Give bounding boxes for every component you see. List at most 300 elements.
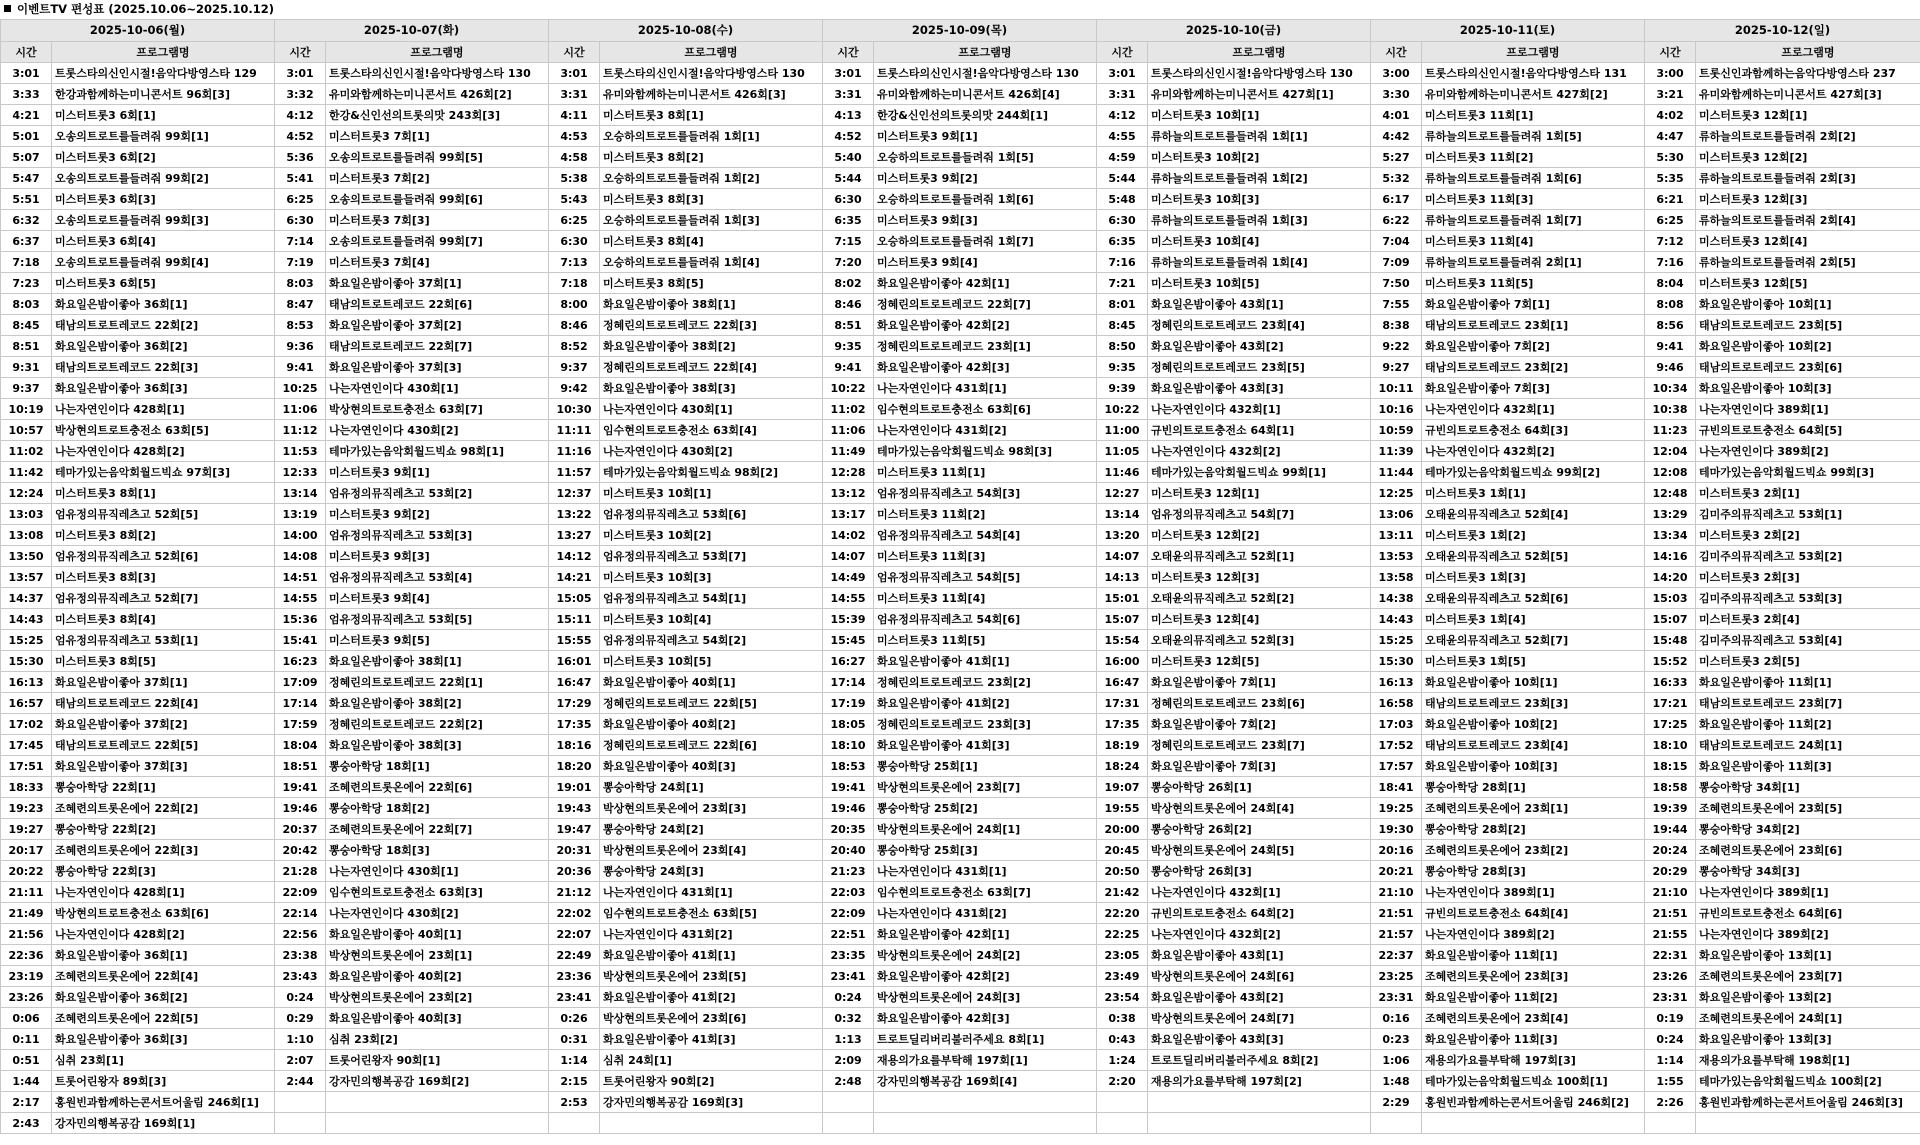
- program-cell: 화요일은밤이좋아 7회[2]: [1148, 714, 1371, 735]
- program-cell: 태남의트로트레코드 22회[7]: [326, 336, 549, 357]
- time-cell: 20:45: [1097, 840, 1148, 861]
- time-cell: 5:44: [1097, 168, 1148, 189]
- program-cell: 화요일은밤이좋아 10회[3]: [1696, 378, 1920, 399]
- time-cell: 10:11: [1371, 378, 1422, 399]
- time-cell: 12:27: [1097, 483, 1148, 504]
- program-cell: 미스터트롯3 12회[4]: [1148, 609, 1371, 630]
- time-cell: 9:22: [1371, 336, 1422, 357]
- time-cell: 8:03: [275, 273, 326, 294]
- program-cell: 엄유정의뮤직레츠고 54회[3]: [874, 483, 1097, 504]
- time-cell: 18:24: [1097, 756, 1148, 777]
- program-cell: 정혜린의트로트레코드 22회[4]: [600, 357, 823, 378]
- program-cell: 박상현의트롯온에어 24회[5]: [1148, 840, 1371, 861]
- program-cell: 화요일은밤이좋아 36회[1]: [52, 945, 275, 966]
- time-cell: 3:31: [1097, 84, 1148, 105]
- time-cell: 13:29: [1645, 504, 1696, 525]
- program-cell: 미스터트롯3 11회[1]: [874, 462, 1097, 483]
- table-row: [1, 252, 1920, 273]
- time-cell: 23:31: [1645, 987, 1696, 1008]
- program-cell: 미스터트롯3 9회[5]: [326, 630, 549, 651]
- program-cell: 박상현의트롯온에어 24회[2]: [874, 945, 1097, 966]
- program-cell: 미스터트롯3 8회[5]: [600, 273, 823, 294]
- time-cell: 2:07: [275, 1050, 326, 1071]
- program-cell: 오태윤의뮤직레츠고 52회[6]: [1422, 588, 1645, 609]
- time-cell: 15:07: [1645, 609, 1696, 630]
- program-cell: 미스터트롯3 2회[5]: [1696, 651, 1920, 672]
- time-cell: 19:55: [1097, 798, 1148, 819]
- time-cell: 9:39: [1097, 378, 1148, 399]
- program-cell: 오송의트로트를들려줘 99회[2]: [52, 168, 275, 189]
- table-row: [1, 861, 1920, 882]
- time-cell: 15:30: [1, 651, 52, 672]
- program-cell: 박상현의트로트충전소 63회[7]: [326, 399, 549, 420]
- program-cell: 미스터트롯3 12회[1]: [1148, 483, 1371, 504]
- program-column-header: 프로그램명: [600, 42, 823, 63]
- time-cell: 3:21: [1645, 84, 1696, 105]
- time-cell: 15:36: [275, 609, 326, 630]
- time-cell: 12:48: [1645, 483, 1696, 504]
- program-cell: 화요일은밤이좋아 40회[3]: [600, 756, 823, 777]
- time-cell: 14:55: [823, 588, 874, 609]
- time-cell: 5:48: [1097, 189, 1148, 210]
- table-row: [1, 630, 1920, 651]
- time-cell: 12:25: [1371, 483, 1422, 504]
- time-cell: 10:57: [1, 420, 52, 441]
- time-cell: 7:50: [1371, 273, 1422, 294]
- program-cell: 화요일은밤이좋아 42회[2]: [874, 315, 1097, 336]
- program-cell: 화요일은밤이좋아 41회[2]: [600, 987, 823, 1008]
- program-cell: 화요일은밤이좋아 43회[2]: [1148, 336, 1371, 357]
- program-cell: 화요일은밤이좋아 10회[1]: [1696, 294, 1920, 315]
- program-cell: 미스터트롯3 12회[1]: [1696, 105, 1920, 126]
- time-cell: 10:22: [1097, 399, 1148, 420]
- program-cell: 오승하의트로트를들려줘 1회[4]: [600, 252, 823, 273]
- time-cell: 6:25: [549, 210, 600, 231]
- program-cell: 박상현의트롯온에어 24회[4]: [1148, 798, 1371, 819]
- program-cell: 뽕숭아학당 24회[1]: [600, 777, 823, 798]
- schedule-table: [0, 19, 1920, 1134]
- program-cell: 화요일은밤이좋아 36회[1]: [52, 294, 275, 315]
- time-cell: 13:14: [275, 483, 326, 504]
- table-row: [1, 1050, 1920, 1071]
- time-cell: 2:15: [549, 1071, 600, 1092]
- program-cell: 류하늘의트로트를들려줘 1회[2]: [1148, 168, 1371, 189]
- program-cell: 트롯스타의신인시절!음악다방영스타 130: [1148, 63, 1371, 84]
- time-cell: 17:35: [1097, 714, 1148, 735]
- time-cell: 17:52: [1371, 735, 1422, 756]
- time-cell: 21:51: [1371, 903, 1422, 924]
- program-cell: 뽕숭아학당 22회[3]: [52, 861, 275, 882]
- time-cell: 18:05: [823, 714, 874, 735]
- time-cell: 8:38: [1371, 315, 1422, 336]
- program-cell: 화요일은밤이좋아 11회[1]: [1422, 945, 1645, 966]
- date-header: 2025-10-12(일): [1645, 20, 1920, 42]
- program-cell: 태남의트로트레코드 23회[6]: [1696, 357, 1920, 378]
- time-cell: 7:16: [1645, 252, 1696, 273]
- time-cell: 17:31: [1097, 693, 1148, 714]
- program-column-header: 프로그램명: [326, 42, 549, 63]
- program-cell: 미스터트롯3 9회[1]: [874, 126, 1097, 147]
- program-cell: 박상현의트롯온에어 23회[5]: [600, 966, 823, 987]
- time-cell: 9:42: [549, 378, 600, 399]
- program-cell: 규빈의트로트충전소 64회[5]: [1696, 420, 1920, 441]
- program-cell: 태남의트로트레코드 23회[1]: [1422, 315, 1645, 336]
- time-cell: 3:01: [549, 63, 600, 84]
- time-cell: 4:02: [1645, 105, 1696, 126]
- time-cell: 11:00: [1097, 420, 1148, 441]
- table-row: [1, 882, 1920, 903]
- time-cell: 14:37: [1, 588, 52, 609]
- program-cell: 박상현의트롯온에어 23회[7]: [874, 777, 1097, 798]
- time-cell: 2:53: [549, 1092, 600, 1113]
- program-cell: 미스터트롯3 11회[3]: [874, 546, 1097, 567]
- program-cell: 엄유정의뮤직레츠고 53회[2]: [326, 483, 549, 504]
- table-row: [1, 1029, 1920, 1050]
- program-cell: [326, 1092, 549, 1113]
- time-cell: 4:58: [549, 147, 600, 168]
- time-cell: 10:25: [275, 378, 326, 399]
- time-cell: 17:21: [1645, 693, 1696, 714]
- time-cell: 3:01: [1097, 63, 1148, 84]
- time-cell: 22:25: [1097, 924, 1148, 945]
- time-cell: 10:30: [549, 399, 600, 420]
- program-cell: 미스터트롯3 6회[3]: [52, 189, 275, 210]
- program-cell: 류하늘의트로트를들려줘 2회[2]: [1696, 126, 1920, 147]
- time-cell: 13:08: [1, 525, 52, 546]
- time-cell: 20:42: [275, 840, 326, 861]
- program-cell: 정혜린의트로트레코드 23회[1]: [874, 336, 1097, 357]
- time-cell: 9:41: [823, 357, 874, 378]
- program-cell: 오송의트로트를들려줘 99회[5]: [326, 147, 549, 168]
- time-cell: 1:48: [1371, 1071, 1422, 1092]
- program-cell: 엄유정의뮤직레츠고 54회[7]: [1148, 504, 1371, 525]
- program-cell: 태남의트로트레코드 22회[5]: [52, 735, 275, 756]
- table-row: [1, 756, 1920, 777]
- time-cell: 22:56: [275, 924, 326, 945]
- program-cell: 류하늘의트로트를들려줘 2회[3]: [1696, 168, 1920, 189]
- time-cell: 8:50: [1097, 336, 1148, 357]
- table-row: [1, 273, 1920, 294]
- time-cell: 11:39: [1371, 441, 1422, 462]
- program-cell: 박상현의트롯온에어 23회[4]: [600, 840, 823, 861]
- time-cell: 3:00: [1645, 63, 1696, 84]
- time-cell: 23:43: [275, 966, 326, 987]
- program-cell: 미스터트롯3 11회[1]: [1422, 105, 1645, 126]
- table-row: [1, 609, 1920, 630]
- table-row: [1, 1113, 1920, 1134]
- time-cell: 19:39: [1645, 798, 1696, 819]
- program-cell: [874, 1092, 1097, 1113]
- program-cell: 화요일은밤이좋아 37회[3]: [52, 756, 275, 777]
- table-row: [1, 672, 1920, 693]
- time-cell: 6:17: [1371, 189, 1422, 210]
- program-cell: 미스터트롯3 1회[3]: [1422, 567, 1645, 588]
- time-cell: 7:13: [549, 252, 600, 273]
- time-cell: 20:50: [1097, 861, 1148, 882]
- time-cell: 11:16: [549, 441, 600, 462]
- time-cell: 16:47: [1097, 672, 1148, 693]
- time-cell: 8:02: [823, 273, 874, 294]
- time-cell: 23:26: [1, 987, 52, 1008]
- date-header: 2025-10-07(화): [275, 20, 549, 42]
- time-cell: 5:27: [1371, 147, 1422, 168]
- program-cell: 정혜린의트로트레코드 23회[6]: [1148, 693, 1371, 714]
- program-cell: 조혜련의트롯온에어 22회[2]: [52, 798, 275, 819]
- program-cell: 미스터트롯3 9회[3]: [326, 546, 549, 567]
- time-cell: 18:10: [823, 735, 874, 756]
- time-cell: 21:55: [1645, 924, 1696, 945]
- time-cell: 6:22: [1371, 210, 1422, 231]
- program-cell: 화요일은밤이좋아 11회[2]: [1422, 987, 1645, 1008]
- program-cell: 뽕숭아학당 22회[1]: [52, 777, 275, 798]
- program-cell: 오승하의트로트를들려줘 1회[3]: [600, 210, 823, 231]
- program-cell: 태남의트로트레코드 23회[3]: [1422, 693, 1645, 714]
- time-cell: 22:37: [1371, 945, 1422, 966]
- time-cell: 16:57: [1, 693, 52, 714]
- time-cell: 18:10: [1645, 735, 1696, 756]
- program-cell: 나는자연인이다 430회[1]: [326, 861, 549, 882]
- program-cell: 테마가있는음악회월드빅쇼 98회[2]: [600, 462, 823, 483]
- program-cell: 오태윤의뮤직레츠고 52회[3]: [1148, 630, 1371, 651]
- program-cell: 나는자연인이다 430회[1]: [600, 399, 823, 420]
- program-cell: 나는자연인이다 430회[1]: [326, 378, 549, 399]
- time-column-header: 시간: [275, 42, 326, 63]
- program-cell: 미스터트롯3 10회[2]: [600, 525, 823, 546]
- program-cell: 미스터트롯3 10회[5]: [1148, 273, 1371, 294]
- program-cell: 태남의트로트레코드 23회[4]: [1422, 735, 1645, 756]
- program-cell: 조혜련의트롯온에어 22회[4]: [52, 966, 275, 987]
- table-row: [1, 483, 1920, 504]
- program-cell: 미스터트롯3 11회[4]: [1422, 231, 1645, 252]
- time-cell: 9:37: [1, 378, 52, 399]
- program-cell: 오승하의트로트를들려줘 1회[2]: [600, 168, 823, 189]
- program-cell: 미스터트롯3 12회[2]: [1696, 147, 1920, 168]
- program-cell: 뽕숭아학당 28회[1]: [1422, 777, 1645, 798]
- program-cell: 강자민의행복공감 169회[3]: [600, 1092, 823, 1113]
- program-column-header: 프로그램명: [874, 42, 1097, 63]
- program-cell: 트로트딜리버리불러주세요 8회[2]: [1148, 1050, 1371, 1071]
- time-cell: 18:58: [1645, 777, 1696, 798]
- time-cell: 0:43: [1097, 1029, 1148, 1050]
- time-cell: 17:57: [1371, 756, 1422, 777]
- program-cell: 미스터트롯3 6회[2]: [52, 147, 275, 168]
- time-cell: 15:52: [1645, 651, 1696, 672]
- program-cell: 오태윤의뮤직레츠고 52회[7]: [1422, 630, 1645, 651]
- time-cell: 22:51: [823, 924, 874, 945]
- program-cell: 류하늘의트로트를들려줘 1회[4]: [1148, 252, 1371, 273]
- program-cell: 미스터트롯3 8회[2]: [52, 525, 275, 546]
- program-cell: 류하늘의트로트를들려줘 1회[1]: [1148, 126, 1371, 147]
- program-cell: 미스터트롯3 12회[3]: [1148, 567, 1371, 588]
- time-cell: 2:29: [1371, 1092, 1422, 1113]
- time-cell: 15:54: [1097, 630, 1148, 651]
- program-cell: 정혜린의트로트레코드 23회[4]: [1148, 315, 1371, 336]
- program-cell: 유미와함께하는미니콘서트 426회[2]: [326, 84, 549, 105]
- program-cell: 미스터트롯3 9회[2]: [326, 504, 549, 525]
- time-cell: 8:53: [275, 315, 326, 336]
- program-cell: 류하늘의트로트를들려줘 2회[1]: [1422, 252, 1645, 273]
- program-cell: 박상현의트롯온에어 23회[6]: [600, 1008, 823, 1029]
- program-cell: 화요일은밤이좋아 42회[1]: [874, 273, 1097, 294]
- time-cell: 11:44: [1371, 462, 1422, 483]
- program-cell: [600, 1113, 823, 1134]
- program-cell: 임수현의트로트충전소 63회[3]: [326, 882, 549, 903]
- table-row: [1, 1092, 1920, 1113]
- time-cell: 23:49: [1097, 966, 1148, 987]
- time-cell: 13:20: [1097, 525, 1148, 546]
- program-cell: 엄유정의뮤직레츠고 54회[6]: [874, 609, 1097, 630]
- time-cell: 19:25: [1371, 798, 1422, 819]
- table-row: [1, 63, 1920, 84]
- program-cell: 오태윤의뮤직레츠고 52회[1]: [1148, 546, 1371, 567]
- program-cell: 미스터트롯3 7회[2]: [326, 168, 549, 189]
- program-cell: 미스터트롯3 8회[1]: [52, 483, 275, 504]
- time-cell: 14:51: [275, 567, 326, 588]
- program-cell: 화요일은밤이좋아 40회[1]: [600, 672, 823, 693]
- time-cell: 14:02: [823, 525, 874, 546]
- program-cell: 미스터트롯3 12회[2]: [1148, 525, 1371, 546]
- table-row: [1, 210, 1920, 231]
- time-cell: 4:52: [275, 126, 326, 147]
- program-cell: 재용의가요를부탁해 197회[1]: [874, 1050, 1097, 1071]
- program-cell: 임수현의트로트충전소 63회[5]: [600, 903, 823, 924]
- table-row: [1, 378, 1920, 399]
- program-cell: 나는자연인이다 431회[2]: [874, 420, 1097, 441]
- program-column-header: 프로그램명: [52, 42, 275, 63]
- table-row: [1, 357, 1920, 378]
- time-cell: 8:45: [1, 315, 52, 336]
- time-cell: 3:00: [1371, 63, 1422, 84]
- time-cell: 22:03: [823, 882, 874, 903]
- time-cell: 20:21: [1371, 861, 1422, 882]
- time-cell: 7:15: [823, 231, 874, 252]
- table-row: [1, 714, 1920, 735]
- program-cell: 미스터트롯3 8회[3]: [52, 567, 275, 588]
- program-cell: 화요일은밤이좋아 36회[3]: [52, 378, 275, 399]
- time-cell: 0:16: [1371, 1008, 1422, 1029]
- time-cell: 19:30: [1371, 819, 1422, 840]
- page-title: 이벤트TV 편성표 (2025.10.06~2025.10.12): [17, 2, 275, 16]
- table-row: [1, 903, 1920, 924]
- time-cell: 3:01: [823, 63, 874, 84]
- program-cell: 미스터트롯3 8회[4]: [600, 231, 823, 252]
- table-row: [1, 84, 1920, 105]
- table-row: [1, 924, 1920, 945]
- program-cell: 미스터트롯3 11회[5]: [874, 630, 1097, 651]
- time-cell: 23:38: [275, 945, 326, 966]
- date-header: 2025-10-10(금): [1097, 20, 1371, 42]
- program-cell: 태남의트로트레코드 23회[2]: [1422, 357, 1645, 378]
- program-cell: 미스터트롯3 11회[2]: [1422, 147, 1645, 168]
- time-cell: 8:47: [275, 294, 326, 315]
- time-cell: 19:27: [1, 819, 52, 840]
- program-cell: 나는자연인이다 428회[2]: [52, 924, 275, 945]
- program-cell: 나는자연인이다 389회[1]: [1696, 399, 1920, 420]
- time-cell: 14:07: [823, 546, 874, 567]
- table-row: [1, 777, 1920, 798]
- program-cell: 나는자연인이다 430회[2]: [600, 441, 823, 462]
- program-cell: 나는자연인이다 432회[2]: [1148, 441, 1371, 462]
- program-cell: 정혜린의트로트레코드 23회[3]: [874, 714, 1097, 735]
- program-cell: 트롯어린왕자 89회[3]: [52, 1071, 275, 1092]
- time-cell: 22:36: [1, 945, 52, 966]
- time-cell: 0:29: [275, 1008, 326, 1029]
- program-cell: 미스터트롯3 12회[5]: [1696, 273, 1920, 294]
- time-cell: 5:38: [549, 168, 600, 189]
- program-cell: 박상현의트롯온에어 24회[3]: [874, 987, 1097, 1008]
- time-cell: 11:57: [549, 462, 600, 483]
- time-cell: 20:29: [1645, 861, 1696, 882]
- program-cell: 나는자연인이다 430회[2]: [326, 903, 549, 924]
- program-cell: 정혜린의트로트레코드 22회[2]: [326, 714, 549, 735]
- time-cell: 15:25: [1371, 630, 1422, 651]
- time-cell: 18:04: [275, 735, 326, 756]
- time-column-header: 시간: [1, 42, 52, 63]
- time-cell: 2:48: [823, 1071, 874, 1092]
- time-cell: 11:53: [275, 441, 326, 462]
- time-cell: 12:28: [823, 462, 874, 483]
- time-cell: 2:43: [1, 1113, 52, 1134]
- program-cell: 조혜련의트롯온에어 23회[5]: [1696, 798, 1920, 819]
- program-cell: 나는자연인이다 431회[2]: [600, 924, 823, 945]
- program-cell: 심취 23회[1]: [52, 1050, 275, 1071]
- table-row: [1, 336, 1920, 357]
- program-cell: 임수현의트로트충전소 63회[4]: [600, 420, 823, 441]
- program-cell: 유미와함께하는미니콘서트 426회[3]: [600, 84, 823, 105]
- program-cell: 엄유정의뮤직레츠고 54회[4]: [874, 525, 1097, 546]
- program-cell: 류하늘의트로트를들려줘 1회[6]: [1422, 168, 1645, 189]
- table-row: [1, 420, 1920, 441]
- program-cell: 태남의트로트레코드 23회[5]: [1696, 315, 1920, 336]
- table-row: [1, 105, 1920, 126]
- program-cell: 미스터트롯3 9회[4]: [874, 252, 1097, 273]
- time-cell: 23:19: [1, 966, 52, 987]
- program-cell: 정혜린의트로트레코드 22회[5]: [600, 693, 823, 714]
- program-cell: 조혜련의트롯온에어 23회[3]: [1422, 966, 1645, 987]
- time-cell: 8:00: [549, 294, 600, 315]
- time-cell: 20:00: [1097, 819, 1148, 840]
- time-cell: 0:24: [823, 987, 874, 1008]
- time-cell: 19:07: [1097, 777, 1148, 798]
- program-cell: 트롯스타의신인시절!음악다방영스타 129: [52, 63, 275, 84]
- program-cell: 조혜련의트롯온에어 24회[1]: [1696, 1008, 1920, 1029]
- time-cell: 20:37: [275, 819, 326, 840]
- time-cell: [1097, 1092, 1148, 1113]
- program-cell: 미스터트롯3 1회[4]: [1422, 609, 1645, 630]
- time-cell: 19:23: [1, 798, 52, 819]
- time-cell: 15:01: [1097, 588, 1148, 609]
- time-cell: 21:12: [549, 882, 600, 903]
- program-cell: 오송의트로트를들려줘 99회[4]: [52, 252, 275, 273]
- date-header: 2025-10-09(목): [823, 20, 1097, 42]
- program-cell: 규빈의트로트충전소 64회[2]: [1148, 903, 1371, 924]
- program-cell: 뽕숭아학당 28회[3]: [1422, 861, 1645, 882]
- time-cell: 11:23: [1645, 420, 1696, 441]
- program-cell: 화요일은밤이좋아 37회[2]: [52, 714, 275, 735]
- time-cell: 21:28: [275, 861, 326, 882]
- time-cell: 21:51: [1645, 903, 1696, 924]
- time-cell: 0:51: [1, 1050, 52, 1071]
- program-cell: 화요일은밤이좋아 40회[3]: [326, 1008, 549, 1029]
- time-cell: 1:14: [1645, 1050, 1696, 1071]
- program-cell: 미스터트롯3 11회[3]: [1422, 189, 1645, 210]
- program-cell: 조혜련의트롯온에어 22회[6]: [326, 777, 549, 798]
- time-cell: 23:41: [823, 966, 874, 987]
- program-cell: 미스터트롯3 8회[5]: [52, 651, 275, 672]
- program-cell: 박상현의트롯온에어 23회[3]: [600, 798, 823, 819]
- program-cell: 트롯스타의신인시절!음악다방영스타 130: [326, 63, 549, 84]
- time-cell: 10:59: [1371, 420, 1422, 441]
